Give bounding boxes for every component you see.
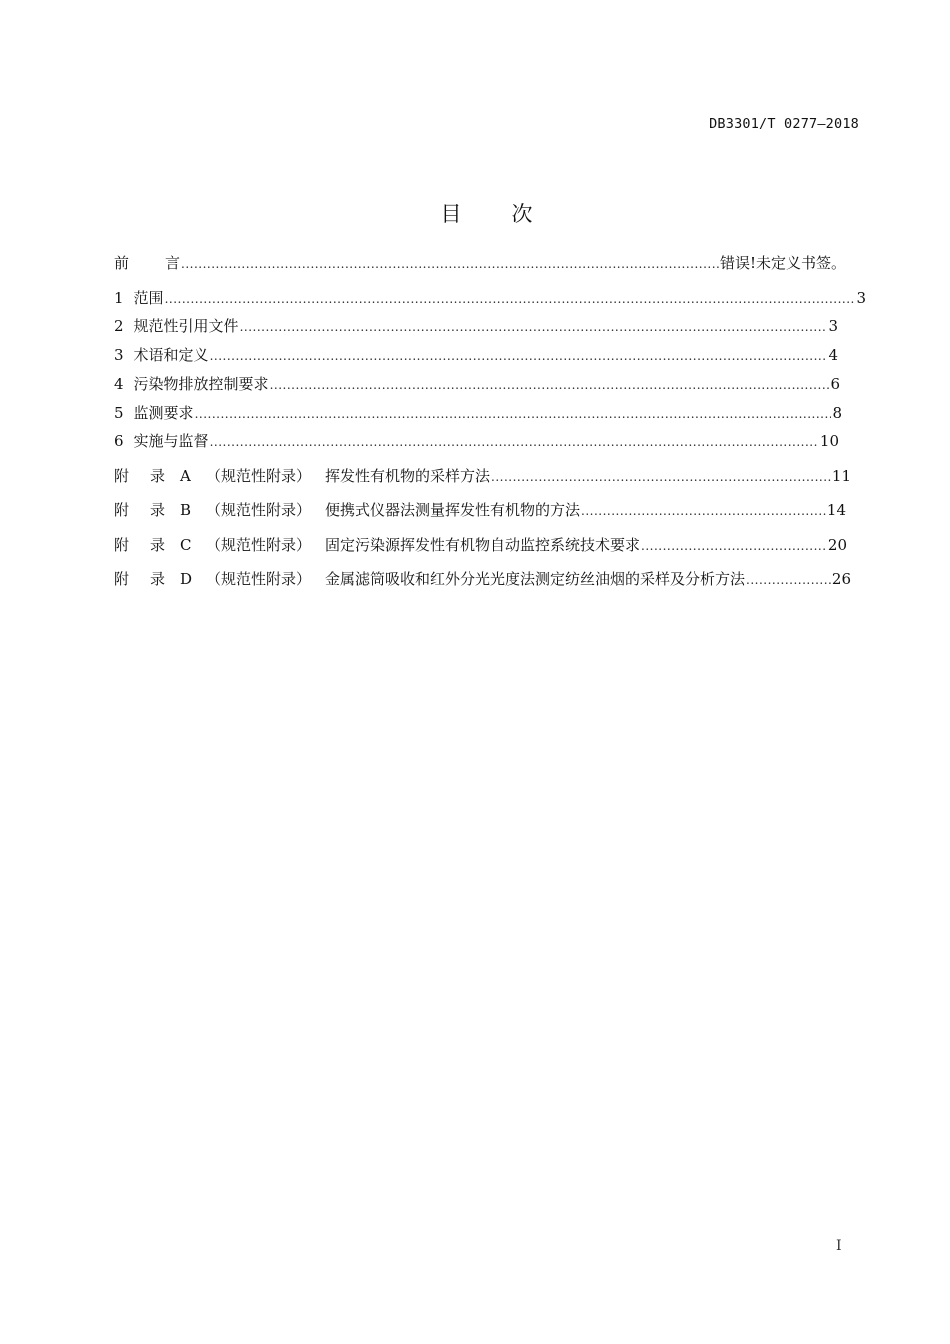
toc-entry-foreword[interactable] — [114, 252, 846, 274]
leader-dots — [270, 378, 830, 392]
toc-title-char-1: 目 — [440, 202, 464, 226]
toc-entry-section[interactable] — [114, 402, 842, 424]
appendix-letter: B — [180, 501, 192, 519]
appendix-letter: D — [180, 570, 193, 588]
appendix-title: 便携式仪器法测量挥发性有机物的方法 — [325, 501, 581, 519]
appendix-type: （规范性附录） — [206, 536, 312, 554]
toc-page: 11 — [831, 467, 851, 485]
foreword-label-1: 前 — [114, 254, 130, 272]
appendix-lu: 录 — [150, 536, 166, 554]
appendix-type: （规范性附录） — [206, 570, 312, 588]
appendix-title: 挥发性有机物的采样方法 — [325, 467, 491, 485]
toc-entry-appendix[interactable] — [114, 534, 847, 556]
toc-entry-section[interactable] — [114, 373, 840, 395]
toc-entry-section[interactable] — [114, 287, 866, 309]
appendix-lu: 录 — [150, 467, 166, 485]
appendix-fu: 附 — [114, 536, 130, 554]
page-folio: I — [836, 1238, 842, 1254]
section-number: 1 — [114, 289, 124, 307]
toc-page: 6 — [830, 375, 840, 393]
section-number: 5 — [114, 404, 124, 422]
appendix-fu: 附 — [114, 467, 130, 485]
toc-page: 14 — [826, 501, 846, 519]
appendix-fu: 附 — [114, 501, 130, 519]
toc-page: 4 — [828, 346, 838, 364]
leader-dots — [491, 470, 831, 484]
leader-dots — [181, 257, 719, 271]
toc-page: 3 — [828, 317, 838, 335]
section-number: 4 — [114, 375, 124, 393]
appendix-letter: A — [180, 467, 191, 485]
toc-entry-section[interactable] — [114, 430, 839, 452]
section-title: 范围 — [133, 289, 164, 307]
toc-page: 错误!未定义书签。 — [719, 254, 846, 272]
section-number: 3 — [114, 346, 124, 364]
leader-dots — [195, 407, 832, 421]
toc-page: 3 — [856, 289, 866, 307]
appendix-fu: 附 — [114, 570, 130, 588]
standard-code: DB3301/T 0277—2018 — [709, 116, 859, 132]
appendix-type: （规范性附录） — [206, 501, 312, 519]
leader-dots — [240, 320, 828, 334]
toc-page: 10 — [819, 432, 839, 450]
toc-title — [0, 198, 950, 228]
toc-entry-appendix[interactable] — [114, 465, 851, 487]
toc-title-char-2: 次 — [511, 202, 535, 226]
section-title: 污染物排放控制要求 — [133, 375, 269, 393]
leader-dots — [746, 573, 831, 587]
appendix-lu: 录 — [150, 570, 166, 588]
section-title: 术语和定义 — [133, 346, 209, 364]
appendix-type: （规范性附录） — [206, 467, 312, 485]
toc-entry-section[interactable] — [114, 344, 838, 366]
section-title: 规范性引用文件 — [133, 317, 239, 335]
leader-dots — [210, 349, 828, 363]
foreword-label-2: 言 — [165, 254, 181, 272]
section-title: 实施与监督 — [133, 432, 209, 450]
leader-dots — [641, 539, 827, 553]
toc-page: 20 — [827, 536, 847, 554]
section-number: 6 — [114, 432, 124, 450]
leader-dots — [165, 292, 856, 306]
toc-page: 8 — [832, 404, 842, 422]
appendix-letter: C — [180, 536, 192, 554]
section-title: 监测要求 — [133, 404, 194, 422]
toc-entry-appendix[interactable] — [114, 499, 846, 521]
leader-dots — [210, 435, 819, 449]
toc-page: 26 — [831, 570, 851, 588]
toc-entry-section[interactable] — [114, 315, 838, 337]
appendix-title: 金属滤筒吸收和红外分光光度法测定纺丝油烟的采样及分析方法 — [325, 570, 746, 588]
appendix-title: 固定污染源挥发性有机物自动监控系统技术要求 — [325, 536, 641, 554]
toc-entry-appendix[interactable] — [114, 568, 851, 590]
leader-dots — [581, 504, 826, 518]
appendix-lu: 录 — [150, 501, 166, 519]
section-number: 2 — [114, 317, 124, 335]
